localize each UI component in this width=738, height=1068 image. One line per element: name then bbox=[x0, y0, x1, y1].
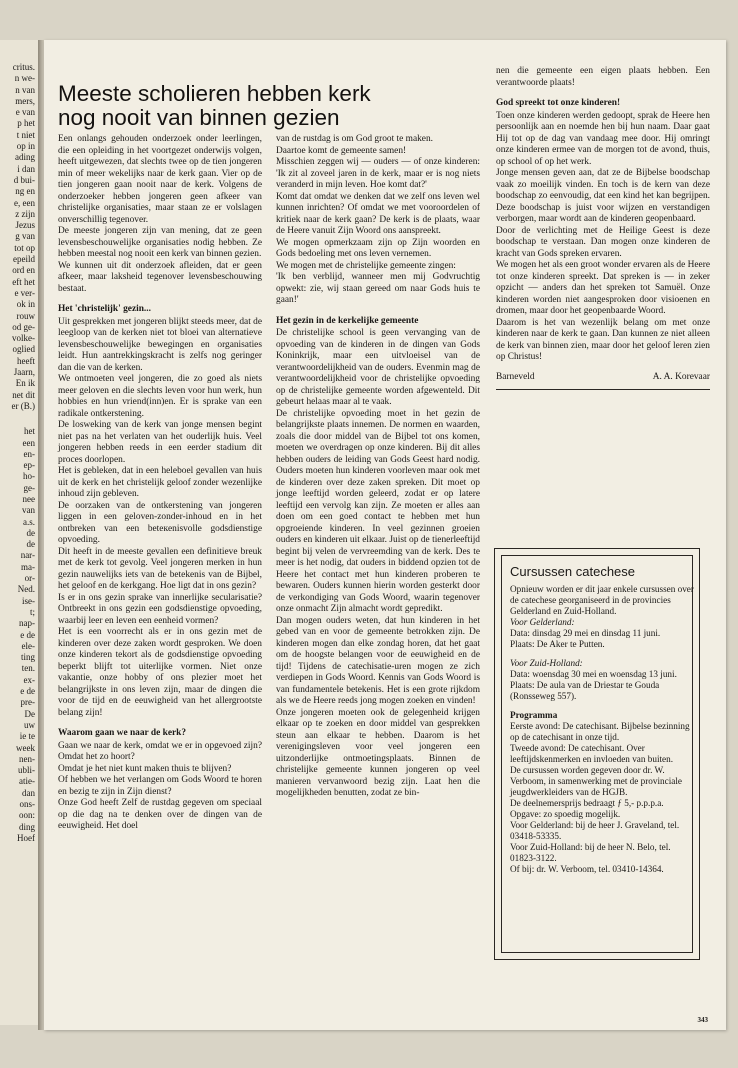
signature-place: Barneveld bbox=[496, 371, 535, 382]
article-column-1 bbox=[58, 134, 262, 833]
previous-page-fragment: critus. bbox=[12, 62, 35, 72]
box-contact-2: Voor Zuid-Holland: bij de heer N. Belo, tel. 01823-3122. bbox=[510, 842, 671, 863]
box-program-title: Programma bbox=[510, 710, 558, 720]
magazine-page bbox=[44, 40, 726, 1030]
previous-page-fragment: ord en bbox=[12, 265, 35, 276]
previous-page-fragment: ho- bbox=[23, 471, 35, 482]
previous-page-edge bbox=[0, 40, 40, 1025]
box-inner-frame bbox=[501, 555, 693, 953]
previous-page-fragment: een bbox=[22, 437, 35, 448]
previous-page-fragment: ding bbox=[18, 821, 35, 832]
previous-page-fragment: ele- bbox=[21, 640, 35, 651]
previous-page-fragment: ubli- bbox=[18, 765, 35, 776]
article-paragraph: Onze God heeft Zelf de rustdag gegeven om speciaal op die dag na te denken over de dingen van de eeuwigheid. Het doel bbox=[58, 798, 262, 831]
previous-page-fragment: van bbox=[22, 505, 35, 516]
previous-page-fragment: Jezus bbox=[15, 220, 35, 231]
article-paragraph: Uit gesprekken met jongeren blijkt steeds meer, dat de leegloop van de kerken niet tot bloei van alternatieve levensbeschouwelijke bewegingen en organisaties leidt. Hun aantrekkingskracht is zelfs nog geringer dan die van de kerken. bbox=[58, 316, 262, 373]
previous-page-fragment: od ge- bbox=[12, 321, 35, 332]
article-column-2 bbox=[276, 134, 480, 800]
box-content bbox=[510, 584, 696, 875]
previous-page-fragment: eft het bbox=[12, 276, 35, 287]
previous-page-fragment: ex- bbox=[23, 674, 35, 685]
box-program-1: Eerste avond: De catechisant. Bijbelse bezinning op de catechisant in onze tijd. bbox=[510, 721, 690, 742]
box-contact-1: Voor Gelderland: bij de heer J. Graveland, tel. 03418-53335. bbox=[510, 820, 680, 841]
previous-page-fragment: ise- bbox=[22, 595, 35, 606]
previous-page-fragment: ten. bbox=[21, 663, 35, 674]
article-paragraph: Jonge mensen geven aan, dat ze de Bijbelse boodschap vaak zo moeilijk vinden. En toch is de kern van deze boodschap zo eenvoudig, dat een kind het kan begrijpen. Deze boodschap is juist voor wijzen en verstandigen verborgen, maar wordt aan de kinderen geopenbaard. bbox=[496, 168, 710, 224]
previous-page-fragment: en- bbox=[23, 448, 35, 459]
box-intro: Opnieuw worden er dit jaar enkele cursussen over de catechese georganiseerd in de provincies Gelderland en Zuid-Holland. bbox=[510, 584, 694, 616]
previous-page-fragment: e ver- bbox=[14, 287, 35, 298]
previous-page-fragment: n van bbox=[15, 84, 35, 95]
previous-page-fragment: dan bbox=[22, 787, 35, 798]
headline-line-2: nog nooit van binnen gezien bbox=[58, 105, 340, 130]
box-program-2: Tweede avond: De catechisant. Over leeftijdskenmerken en invloeden van buiten. bbox=[510, 743, 674, 764]
previous-page-fragment: heeft bbox=[17, 355, 35, 366]
article-paragraph: We mogen het als een groot wonder ervaren als de Heere tot onze kinderen spreekt. Dat spreken is — in zeker opzicht — anders dan het spreken tot Samuël. Onze kinderen worden niet aangesproken door visioenen en dromen, maar door het geopenbaarde Woord. bbox=[496, 260, 710, 316]
previous-page-fragment: het bbox=[24, 426, 35, 437]
section-heading: God spreekt tot onze kinderen! bbox=[496, 98, 621, 108]
previous-page-fragment: ep- bbox=[23, 460, 35, 471]
article-paragraph: Door de verlichting met de Heilige Geest is deze boodschap te verstaan. Dan mogen onze kinderen de kracht van Gods spreken ervaren. bbox=[496, 225, 710, 259]
signature-author: A. A. Korevaar bbox=[652, 371, 710, 382]
previous-page-fragment: rouw bbox=[16, 310, 35, 321]
box-gelderland-place: Plaats: De Aker te Putten. bbox=[510, 639, 605, 649]
previous-page-fragment: a.s. bbox=[23, 516, 35, 527]
previous-page-fragment: p het bbox=[17, 118, 35, 129]
previous-page-fragment: week bbox=[16, 742, 35, 753]
box-program-3: De cursussen worden gegeven door dr. W. Verboom, in samenwerking met de provinciale jeugdwerkleiders van de HGJB. bbox=[510, 765, 682, 797]
box-zuidholland-label: Voor Zuid-Holland: bbox=[510, 658, 583, 668]
article-paragraph: De oorzaken van de ontkerstening van jongeren liggen in een geloven-zonder-inhoud en in het ontbreken van een beteкenisvolle godsdienstige opvoeding. bbox=[58, 500, 262, 545]
article-paragraph: Is er in ons gezin sprake van innerlijke secularisatie? Ontbreekt in ons gezin een godsdienstige opvoeding, waarbij leer en leven een eenheid vormen? bbox=[58, 592, 262, 626]
previous-page-fragment: Jaarn, bbox=[13, 367, 35, 378]
section-heading: Het 'christelijk' gezin... bbox=[58, 304, 151, 314]
previous-page-fragment: nar- bbox=[20, 550, 35, 561]
article-paragraph: Misschien zeggen wij — ouders — of onze kinderen: 'Ik zit al zoveel jaren in de kerk, maar er is nog niets veranderd in mijn leven. Hoe komt dat?' bbox=[276, 157, 480, 190]
article-headline bbox=[58, 82, 498, 130]
article-paragraph: Toen onze kinderen werden gedoopt, sprak de Heere hen persoonlijk aan en noemde hen bij hun naam. Daar gaat Hij tot op de dag van vandaag mee door. Hij omringt onze kinderen ermee van de morgen tot de avond, thuis, op school of op het werk. bbox=[496, 110, 710, 167]
article-paragraph: We kunnen uit dit onderzoek afleiden, dat er geen afkeer, maar laksheid tegenover levensbeschouwing bestaat. bbox=[58, 260, 262, 294]
article-paragraph: Daarom is het van wezenlijk belang om met onze kinderen naar de kerk te gaan. Dan kunnen ze niet alleen de kerk van binnen zien, maar door het geloof leren zien op Christus! bbox=[496, 317, 710, 362]
previous-page-fragment: de bbox=[26, 527, 35, 538]
article-paragraph: We ontmoeten veel jongeren, die zo goed als niets meer geloven en die slechts leven voor hun werk, hun hobbies en hun vriend(inn)en. Er is sprake van een radikale ontkerstening. bbox=[58, 374, 262, 419]
article-paragraph: De christelijke school is geen vervanging van de opvoeding van de kinderen in de dingen van Gods Koninkrijk, maar een uitvloeisel van de verantwoordelijkheid van de ouders. Evenmin mag de verantwoordelijkheid voor de christelijke opvoeding op de christelijke gemeente worden afgewenteld. Dit gebeurt helaas maar al te vaak. bbox=[276, 328, 480, 407]
box-fee: De deelnemersprijs bedraagt ƒ 5,- p.p.p.a. bbox=[510, 798, 664, 808]
previous-page-fragment: g van bbox=[15, 231, 35, 242]
previous-page-fragment: volke- bbox=[12, 333, 35, 344]
box-signup: Opgave: zo spoedig mogelijk. bbox=[510, 809, 621, 819]
previous-page-fragment: De bbox=[24, 708, 35, 719]
previous-page-fragment: pre- bbox=[20, 697, 35, 708]
previous-page-fragment: Ned. bbox=[17, 584, 35, 595]
box-gelderland-label: Voor Gelderland: bbox=[510, 617, 575, 627]
previous-page-fragment: tot op bbox=[14, 242, 35, 253]
previous-page-fragment: e de bbox=[20, 629, 35, 640]
previous-page-fragment: ading bbox=[15, 152, 35, 163]
previous-page-fragment: z zijn bbox=[15, 208, 35, 219]
previous-page-fragment: d bui- bbox=[13, 174, 35, 185]
headline-line-1: Meeste scholieren hebben kerk bbox=[58, 81, 371, 106]
previous-page-fragment: ting bbox=[20, 652, 35, 663]
box-zuidholland-dates: Data: woensdag 30 mei en woensdag 13 juni. bbox=[510, 669, 677, 679]
previous-page-fragment: epeild bbox=[13, 254, 35, 265]
article-paragraph: Het is gebleken, dat in een heleboel gevallen van huis uit de kerk en het christelijk geloof zonder wezenlijke inhoud zijn gebleven. bbox=[58, 466, 262, 499]
article-paragraph: De christelijke opvoeding moet in het gezin de belangrijkste plaats innemen. De normen en waarden, zoals die door middel van de Bijbel tot ons komen, moeten we overdragen op onze kinderen. Bij dit alles hebben ouders de leiding van Gods Geest hard nodig. Ouders moeten hun kinderen voorleven maar ook met de kinderen over deze zaken spreken. Dit moet op jonge leeftijd worden geleerd, zodat er op latere leeftijd een vervolg kan zijn. Ze moeten er alles aan doen om een goed contact te hebben met hun opgroeiende kinderen. In veel gezinnen groeien ouders en kinderen uit elkaar. Juist op de tienerleeftijd begint bij velen de vervreemding van de kerk. Des te meer is het nodig, dat ouders in biddend opzien tot de Heere het contact met hun kinderen proberen te bewaren. Ouders kunnen hierin worden gesterkt door de verkondiging van Gods Woord, waarin tegenover onze onmacht Zijn almacht wordt gepredikt. bbox=[276, 408, 480, 614]
box-title: Cursussen catechese bbox=[510, 564, 636, 579]
previous-page-fragments-top bbox=[0, 40, 38, 412]
article-paragraph: De losweking van de kerk van jonge mensen begint niet pas na het verlaten van het ouderlijk huis. Veel jongeren hebben reeds in een eerder stadium dit proces doorlopen. bbox=[58, 420, 262, 465]
page-number: 343 bbox=[697, 1016, 708, 1024]
previous-page-fragment: oglied bbox=[12, 344, 35, 355]
previous-page-fragment: e, een bbox=[14, 197, 35, 208]
course-announcement-box bbox=[494, 548, 700, 960]
article-paragraph: We mogen met de christelijke gemeente zingen: bbox=[276, 260, 456, 271]
article-paragraph: Omdat je het niet kunt maken thuis te blijven? bbox=[58, 763, 232, 774]
previous-page-fragment: Hoef bbox=[17, 832, 35, 843]
previous-page-fragment: atie- bbox=[19, 776, 35, 787]
article-paragraph: van de rustdag is om God groot te maken. bbox=[276, 134, 433, 144]
article-paragraph: 'Ik ben verblijd, wanneer men mij Godvruchtig opwekt: zie, wij staan gereed om naar Gods huis te gaan!' bbox=[276, 272, 480, 305]
article-paragraph: Het is een voorrecht als er in ons gezin met de kinderen over deze zaken wordt gesproken. We doen onze kinderen tekort als de godsdienstige opvoeding beperkt blijft tot uiterlijke vormen. Niet onze vakantie, onze hobby of ons plezier moet het belangrijkste in ons leven zijn, maar de dingen die voor de tijd en de eeuwigheid van het allergrootste belang zijn! bbox=[58, 627, 262, 718]
article-paragraph: Of hebben we het verlangen om Gods Woord te horen en bezig te zijn in Zijn dienst? bbox=[58, 775, 262, 797]
previous-page-fragment: net dit bbox=[12, 389, 35, 400]
previous-page-fragment: nee bbox=[22, 493, 35, 504]
article-column-3-body bbox=[496, 66, 710, 364]
article-paragraph: Komt dat omdat we denken dat we zelf ons leven wel kunnen inrichten? Of omdat we met vooroordelen of kritiek naar de kerk gaan? De kerk is de plaats, waar de Heere vanuit Zijn Woord ons aanspreekt. bbox=[276, 191, 480, 236]
previous-page-fragment: i dan bbox=[17, 163, 35, 174]
previous-page-fragment: e de bbox=[20, 686, 35, 697]
article-signature bbox=[496, 372, 710, 391]
box-contact-3: Of bij: dr. W. Verboom, tel. 03410-14364. bbox=[510, 864, 664, 874]
article-paragraph: Dan mogen ouders weten, dat hun kinderen in het gebed van en voor de gemeente betrokken zijn. De kinderen mogen dan elke zondag horen, dat het gaat om de hoogste belangen voor de eeuwigheid en de tijd! Tijdens de catechisatie-uren mogen ze zich verdiepen in Gods Woord. Kennis van Gods Woord is van fundamentele betekenis. Het is een grote rijkdom als we de Heere reeds jong mogen zoeken en vinden! bbox=[276, 615, 480, 706]
article-paragraph: Onze jongeren moeten ook de gelegenheid krijgen elkaar op te zoeken en door middel van gesprekken steun aan elkaar te hebben. Daarom is het verenigingsleven voor veel jongeren een uitzonderlijke ontmoetingsplaats. Binnen de christelijke gemeente kunnen jongeren op veel manieren vervanwoord bezig zijn. Laat hen die mogelijkheden benutten, zodat ze bin- bbox=[276, 707, 480, 798]
box-zuidholland-place: Plaats: De aula van de Driestar te Gouda (Ronsseweg 557). bbox=[510, 680, 660, 701]
previous-page-fragment: ng en bbox=[15, 186, 35, 197]
previous-page-fragment: e van bbox=[15, 107, 35, 118]
article-paragraph: Een onlangs gehouden onderzoek onder leerlingen, die een opleiding in het voortgezet onderwijs volgen, heeft uitgewezen, dat slechts twee op de tien jongeren min of meer wekelijks naar de kerk gaan. Vier op de tien jongeren gaan nooit naar de kerk. Volgens de onderzoeker hebben jongeren geen afkeer van christelijke organisaties, maar staan ze er volslagen onverschillig tegenover. bbox=[58, 134, 262, 225]
article-paragraph: Gaan we naar de kerk, omdat we er in opgevoed zijn? Omdat het zo hoort? bbox=[58, 740, 262, 762]
previous-page-fragment: t niet bbox=[16, 129, 35, 140]
article-paragraph: nen die gemeente een eigen plaats hebben. Een verantwoorde plaats! bbox=[496, 66, 710, 88]
previous-page-fragment: ok in bbox=[16, 299, 35, 310]
previous-page-fragment: En ik bbox=[15, 378, 35, 389]
previous-page-fragment: n we- bbox=[14, 73, 35, 84]
article-column-3 bbox=[496, 66, 710, 390]
section-heading: Waarom gaan we naar de kerk? bbox=[58, 728, 187, 738]
previous-page-fragment: mers, bbox=[15, 95, 35, 106]
previous-page-fragment: ons- bbox=[19, 799, 35, 809]
section-heading: Het gezin in de kerkelijke gemeente bbox=[276, 315, 419, 326]
previous-page-fragment: t; bbox=[29, 606, 35, 617]
previous-page-fragments-bottom bbox=[0, 426, 38, 844]
article-paragraph: Dit heeft in de meeste gevallen een definitieve breuk met de kerk tot gevolg. Veel jongeren merken in hun gezin nauwelijks iets van de betekenis van de Bijbel, het geloof en de kerkgang. Hoe ligt dat in ons gezin? bbox=[58, 546, 262, 591]
previous-page-fragment: ma- bbox=[21, 561, 35, 572]
article-paragraph: Daartoe komt de gemeente samen! bbox=[276, 145, 407, 156]
previous-page-fragment: or- bbox=[24, 573, 35, 584]
previous-page-fragment: oon: bbox=[18, 810, 35, 821]
previous-page-fragment: uw bbox=[24, 719, 35, 730]
previous-page-fragment: er (B.) bbox=[11, 400, 35, 411]
previous-page-fragment: ie te bbox=[19, 731, 35, 742]
previous-page-fragment: op in bbox=[16, 141, 35, 152]
article-paragraph: We mogen opmerkzaam zijn op Zijn woorden en Gods bedoeling met ons leven vernemen. bbox=[276, 237, 480, 259]
previous-page-fragment: nen- bbox=[19, 753, 35, 764]
article-paragraph: De meeste jongeren zijn van mening, dat ze geen levensbeschouwelijke organisaties nodig hebben. Ze hebben meestal nog nooit een kerk van binnen gezien. bbox=[58, 226, 262, 259]
previous-page-fragment: nap- bbox=[19, 618, 35, 629]
box-gelderland-dates: Data: dinsdag 29 mei en dinsdag 11 juni. bbox=[510, 628, 661, 638]
previous-page-fragment: de bbox=[26, 539, 35, 550]
previous-page-fragment: ge- bbox=[23, 482, 35, 493]
